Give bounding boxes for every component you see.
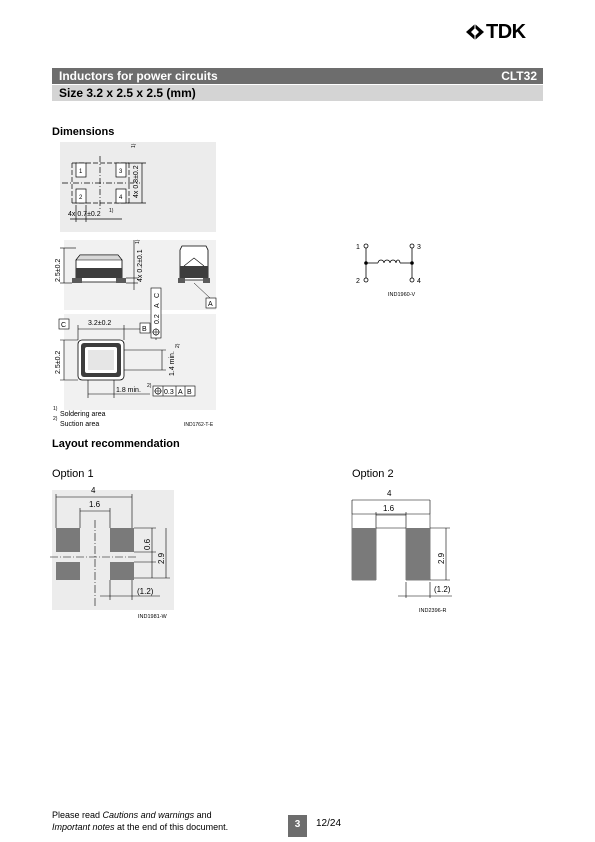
size-title: Size 3.2 x 2.5 x 2.5 (mm) xyxy=(59,86,196,100)
height-dim: 2.9 xyxy=(437,552,446,564)
footer-line-1: Please read Cautions and warnings and xyxy=(52,810,212,820)
tdk-logo xyxy=(466,22,546,42)
tolerance-position-top: 0.2 xyxy=(154,314,161,324)
option2-label: Option 2 xyxy=(352,468,394,480)
total-width-dim: 4 xyxy=(91,486,96,495)
note-text: Soldering area xyxy=(60,411,106,418)
suction-height-dim: 1.4 min. xyxy=(169,351,176,376)
tolerance-ref-a-bottom: A xyxy=(178,389,183,396)
note-mark: 1) xyxy=(53,406,58,412)
pin-label: 1 xyxy=(356,244,360,251)
drawing-code: IND1762-T-E xyxy=(184,422,214,428)
product-line-title: Inductors for power circuits xyxy=(59,69,218,83)
header-bar xyxy=(52,68,543,84)
tolerance-ref-c: C xyxy=(154,292,161,298)
pad-label: 3 xyxy=(119,169,123,175)
page-count: 12/24 xyxy=(316,818,342,829)
total-width-dim: 4 xyxy=(387,489,392,498)
pin-label: 4 xyxy=(417,278,421,285)
dimensions-heading: Dimensions xyxy=(52,126,115,138)
tdk-emblem-icon xyxy=(466,24,484,40)
important-notes-link: Important notes xyxy=(52,822,115,832)
footer-note xyxy=(52,809,228,833)
option1-code: IND1981-W xyxy=(138,614,167,620)
series-code: CLT32 xyxy=(501,69,537,83)
suction-width-note: 2) xyxy=(147,383,152,389)
datum-c: C xyxy=(61,322,67,329)
layout-option1-drawing xyxy=(50,480,185,625)
suction-height-note: 2) xyxy=(175,343,181,348)
pad-height-note: 1) xyxy=(131,143,137,148)
pad-dim: (1.2) xyxy=(434,585,451,594)
option2-code: IND2396-R xyxy=(419,608,447,614)
page-number: 3 xyxy=(288,815,307,837)
tolerance-ref-b-bottom: B xyxy=(187,389,192,396)
layout-heading: Layout recommendation xyxy=(52,438,180,450)
layout-option2-drawing xyxy=(348,484,463,619)
height-dim: 2.9 xyxy=(157,552,166,564)
schematic-code: IND1960-V xyxy=(388,292,416,298)
tolerance-position-bottom: 0.3 xyxy=(164,389,174,396)
pin-label: 2 xyxy=(356,278,360,285)
pad-width-note: 1) xyxy=(109,208,114,214)
inner-width-dim: 1.6 xyxy=(383,504,395,513)
pin-label: 3 xyxy=(417,244,421,251)
pad-height-dim: 4x 0.8±0.2 xyxy=(133,165,140,198)
width-dim: 2.5±0.2 xyxy=(55,350,62,374)
length-dim: 3.2±0.2 xyxy=(88,320,112,327)
gap-dim: 0.6 xyxy=(143,538,152,550)
height-dim: 2.5±0.2 xyxy=(55,258,62,282)
lead-dim: 4x 0.2±0.1 xyxy=(137,249,144,282)
note-text: Suction area xyxy=(60,421,100,428)
tolerance-ref-a: A xyxy=(154,303,161,308)
option1-label: Option 1 xyxy=(52,468,94,480)
datum-b: B xyxy=(142,326,147,333)
schematic-drawing xyxy=(352,240,432,300)
pad-label: 4 xyxy=(119,195,123,201)
lead-note: 1) xyxy=(135,239,141,244)
suction-width-dim: 1.8 min. xyxy=(116,387,141,394)
cautions-link: Cautions and warnings xyxy=(102,810,195,820)
pad-label: 2 xyxy=(79,195,83,201)
inner-width-dim: 1.6 xyxy=(89,500,101,509)
pad-dim: (1.2) xyxy=(137,587,154,596)
pad-width-dim: 4x 0.7±0.2 xyxy=(68,211,101,218)
datum-a: A xyxy=(208,301,213,308)
logo-text: TDK xyxy=(486,20,526,43)
pad-label: 1 xyxy=(79,169,83,175)
footer-line-2: Important notes at the end of this document. xyxy=(52,822,229,832)
note-mark: 2) xyxy=(53,416,58,422)
size-bar xyxy=(52,85,543,101)
dimensions-drawing xyxy=(50,142,220,432)
